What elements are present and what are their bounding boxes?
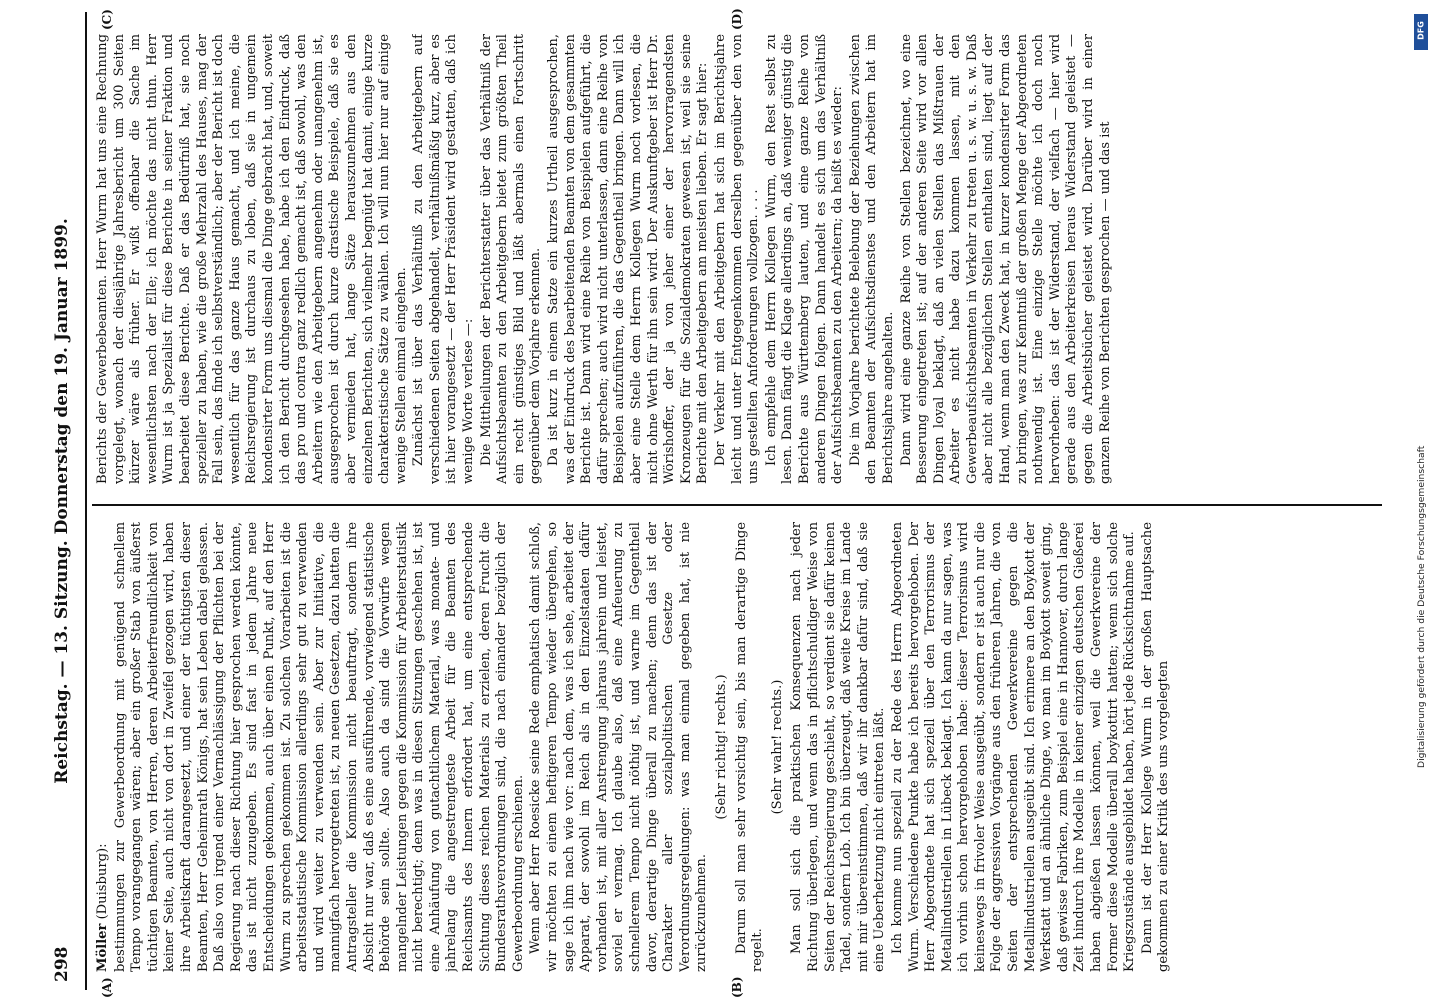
paragraph: Zunächst ist über das Verhältniß zu den Arbeitgebern auf verschiedenen Seiten abgehandelt, verhältnißmäßig kurz, aber es ist hier vorangesetzt — der Herr Präsident wird gestatten, daß ich wenige Worte verlese —: xyxy=(411,34,477,484)
speaker-place: (Duisburg): xyxy=(95,843,110,920)
paragraph: bestimmungen zur Gewerbeordnung mit genügend schnellem Tempo vorangegangen wären; aber ein großer Stab von äußerst tüchtigen Beamten, von Herren, deren Arbeiterfreundlichkeit von keiner Seite, auch nicht von dort in Zweifel gezogen wird, haben ihre Arbeitskraft darangesetzt, und einer der tüchtigsten dieser Beamten, Herr Geheimrath Königs, hat sein Leben dabei gelassen. Daß also von irgend einer Vernachlässigung der Pflichten bei der Regierung nach dieser Richtung hier gesprochen werden könnte, das ist nicht zuzugeben. Es sind fast in jedem Jahre neue Entscheidungen gekommen, auch über einen Punkt, auf den Herr Wurm zu sprechen gekommen ist. Zu solchen Vorarbeiten ist die arbeitsstatistische Kommission allerdings sehr gut zu verwenden und wird weiter zu verwenden sein. Aber zur Initiative, die mannigfach hervorgetreten ist, zu neuen Gesetzen, dazu hatten die Antragsteller die Kommission nicht beauftragt, sondern ihre Absicht nur war, daß es eine ausführende, vorwiegend statistische Behörde sein sollte. Also auch da sind die Vorwürfe wegen mangelnder Leistungen gegen die Kommission für Arbeiterstatistik nicht berechtigt; denn was in diesen Sitzungen geschehen ist, ist eine Anhäufung von gutachtlichem Material, was monate- und jahrelang die angestrengteste Arbeit für die Beamten des Reichsamts des Innern erfordert hat, um eine entsprechende Sichtung dieses reichen Materials zu erzielen, deren Frucht die Bundesrathsverordnungen sind, die nach einander bezüglich der Gewerbeordnung erschienen. xyxy=(112,522,526,972)
dfg-logo-icon: DFG xyxy=(1414,14,1428,50)
paragraph: Wenn aber Herr Roesicke seine Rede emphatisch damit schloß, wir möchten zu einem heftigeren Tempo wieder übergehen, so sage ich ihm nach wie vor: nach dem, was ich sehe, arbeitet der Apparat, der sowohl im Reich als in den Einzelstaaten dafür vorhanden ist, mit aller Anstrengung jahraus jahrein und leistet, soviel er vermag. Ich glaube also, daß eine Anfeuerung zu schnellerem Tempo nicht nöthig ist, und warne im Gegentheil davor, derartige Dinge überall zu machen; denn das ist der Charakter aller sozialpolitischen Gesetze oder Verordnungsregelungen: was man einmal gegeben hat, ist nie zurückzunehmen. xyxy=(528,522,710,972)
header-rule xyxy=(85,12,87,990)
page-header xyxy=(52,20,78,982)
margin-marker-a: (A) xyxy=(100,977,114,998)
paragraph: Berichts der Gewerbebeamten. Herr Wurm hat uns eine Rechnung vorgelegt, wonach der diesjährige Jahresbericht um 300 Seiten kürzer wäre als früher. Er wißt offenbar die Sache im wesentlichsten nach der Elle; ich möchte das nicht thun. Herr Wurm ist ja Spezialist für diese Berichte in seiner Fraktion und bearbeitet diese Berichte. Daß er das Bedürfniß hat, sie noch spezieller zu haben, wie die große Mehrzahl des Hauses, mag der Fall sein, das finde ich selbstverständlich; aber der Bericht ist doch wesentlich für das ganze Haus gemacht, und ich meine, die Reichsregierung ist durchaus zu loben, daß sie in ungemein kondensirter Form uns diesmal die Dinge gebracht hat, und, soweit ich den Bericht durchgesehen habe, habe ich den Eindruck, daß das pro und contra ganz redlich gemacht ist, daß sowohl, was den Arbeitern wie den Arbeitgebern angenehm oder unangenehm ist, ausgesprochen ist durch kurze drastische Beispiele, daß sie es aber vermieden hat, lange Sätze herauszunehmen aus den einzelnen Berichten, sich vielmehr begnügt hat damit, einige kurze charakteristische Sätze zu wählen. Ich will nun hier nur auf einige wenige Stellen einmal eingehen. xyxy=(95,34,409,484)
digitization-sidebar xyxy=(1410,8,1434,992)
paragraph: Da ist kurz in einem Satze ein kurzes Urtheil ausgesprochen, was der Eindruck des bearbeitenden Beamten von dem gesammten Berichte ist. Dann wird eine Reihe von Beispielen aufgeführt, die dafür sprechen; auch wird nicht unterlassen, dann eine Reihe von Beispielen aufzuführen, die das Gegentheil bringen. Dann will ich aber eine Stelle dem Herrn Kollegen Wurm noch vorlesen, die nicht ohne Werth für ihn sein wird. Der Auskunftgeber ist Herr Dr. Wörishoffer, der ja von jeher einer der hervorragendsten Kronzeugen für die Sozialdemokraten gewesen ist, weil sie seine Berichte mit den Arbeitgebern am meisten lieben. Er sagt hier: xyxy=(546,34,711,484)
paragraph: Dann ist der Herr Kollege Wurm in der großen Hauptsache gekommen zu einer Kritik des uns vorgelegten xyxy=(1139,522,1172,972)
left-column xyxy=(95,522,1380,972)
margin-marker-b: (B) xyxy=(730,976,744,998)
margin-marker-c: (C) xyxy=(100,9,114,30)
speaker-name: Möller xyxy=(95,923,110,972)
paragraph: Dann wird eine ganze Reihe von Stellen bezeichnet, wo eine Besserung eingetreten ist; auf der anderen Seite wird vor allen Dingen loyal beklagt, daß an vielen Stellen das Mißtrauen der Arbeiter es nicht habe dazu kommen lassen, mit den Gewerbeaufsichtsbeamten in Verkehr zu treten u. s. w. u. s. w. Daß aber nicht alle bezüglichen Stellen enthalten sind, liegt auf der Hand, wenn man den Zweck hat, in kurzer kondensirter Form das zu bringen, was zur Kenntniß der großen Menge der Abgeordneten nothwendig ist. Eine einzige Stelle möchte ich doch noch hervorheben: das ist der Widerstand, der vielfach — hier wird gerade aus den Arbeiterkreisen heraus Widerstand geleistet — gegen die Arbeitsbücher geleistet wird. Darüber wird in einer ganzen Reihe von Berichten gesprochen — und das ist xyxy=(898,34,1113,484)
margin-marker-d: (D) xyxy=(730,8,744,30)
quotation: Der Verkehr mit den Arbeitgebern hat sich im Berichtsjahre leicht und unter Entgegenkommen derselben gegenüber den von uns gestellten Anforderungen vollzogen. . . . xyxy=(712,34,762,484)
paragraph: Ich empfehle dem Herrn Kollegen Wurm, den Rest selbst zu lesen. Dann fängt die Klage allerdings an, daß weniger günstig die Berichte aus Württemberg lauten, und eine ganze Reihe von anderen Dingen folgen. Dann handelt es sich um das Verhältniß der Aufsichtsbeamten zu den Arbeitern; da heißt es wieder: xyxy=(763,34,846,484)
paragraph: Man soll sich die praktischen Konsequenzen nach jeder Richtung überlegen, und wenn das in pflichtschuldiger Weise von Seiten der Reichsregierung geschieht, so verdient sie dafür keinen Tadel, sondern Lob. Ich bin überzeugt, daß weite Kreise im Lande mit mir übereinstimmen, daß wir ihr dankbar dafür sind, daß sie eine Ueberhetzung nicht eintreten läßt. xyxy=(789,522,888,972)
page-number: 298 xyxy=(52,946,72,982)
digitization-credit: Digitalisierung gefördert durch die Deutsche Forschungsgemeinschaft xyxy=(1416,445,1427,768)
column-divider xyxy=(92,504,1382,506)
interjection: (Sehr wahr! rechts.) xyxy=(769,679,785,815)
paragraph: Darum soll man sehr vorsichtig sein, bis man derartige Dinge regelt. xyxy=(733,522,766,972)
quotation: Die Mittheilungen der Berichterstatter über das Verhältniß der Aufsichtsbeamten zu den Arbeitgebern bietet zum größten Theil ein recht günstiges Bild und läßt abermals einen Fortschritt gegenüber dem Vorjahre erkennen. xyxy=(478,34,544,484)
speaker-line xyxy=(95,522,112,972)
right-column xyxy=(95,34,1380,484)
interjection: (Sehr richtig! rechts.) xyxy=(713,674,729,820)
paragraph: Ich komme nun speziell zu der Rede des Herrn Abgeordneten Wurm. Verschiedene Punkte habe ich bereits hervorgehoben. Der Herr Abgeordnete hat sich speziell über den Terrorismus der Metallindustriellen in Lübeck beklagt. Ich kann da nur sagen, was ich vorhin schon hervorgehoben habe: dieser Terrorismus wird keineswegs in frivoler Weise ausgeübt, sondern er ist auch nur die Folge der aggressiven Vorgänge aus den früheren Jahren, die von Seiten der entsprechenden Gewerkvereine gegen die Metallindustriellen ausgeübt sind. Ich erinnere an den Boykott der Werkstatt und an ähnliche Dinge, wo man im Boykott soweit ging, daß gewisse Fabriken, zum Beispiel eine in Hannover, durch lange Zeit hindurch ihre Modelle in keiner einzigen deutschen Gießerei haben abgießen lassen können, weil die Gewerkvereine der Former diese Modelle überall boykottirt hatten; wenn sich solche Kriegszustände ausgebildet haben, hört jede Rücksichtnahme auf. xyxy=(889,522,1138,972)
quotation: Die im Vorjahre berichtete Belebung der Beziehungen zwischen den Beamten der Aufsichtsdienstes und den Arbeitern hat im Berichtsjahre angehalten. xyxy=(847,34,896,484)
running-title: Reichstag. — 13. Sitzung. Donnerstag den 19. Januar 1899. xyxy=(52,218,72,784)
